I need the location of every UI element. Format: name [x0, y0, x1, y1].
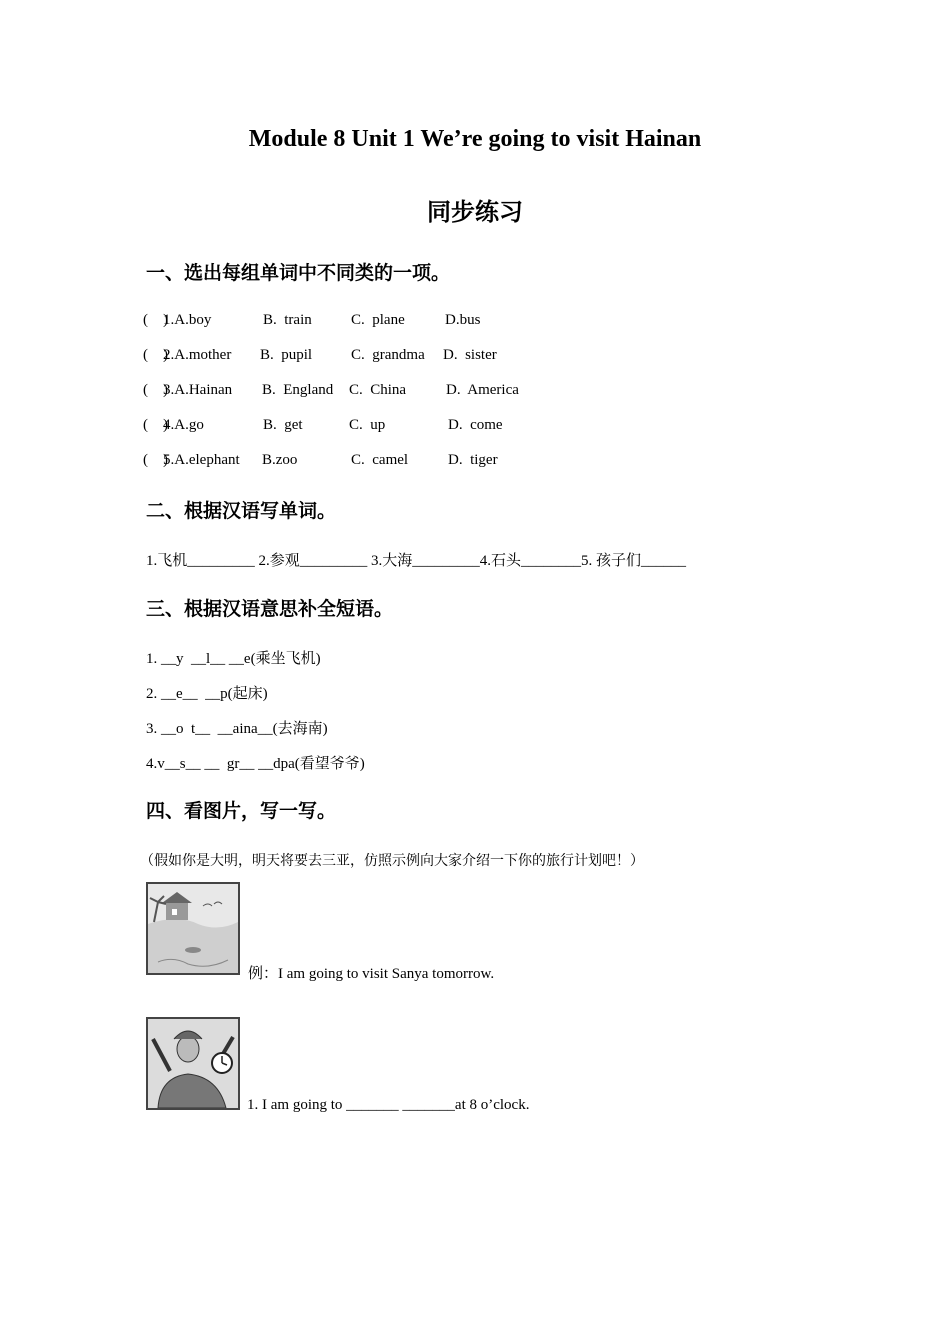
answer-blank[interactable]: ( ): [143, 452, 168, 468]
page-title: Module 8 Unit 1 We’re going to visit Hainan: [248, 126, 702, 152]
choice-option-b: B. train: [263, 312, 312, 328]
choice-option-b: B.zoo: [262, 452, 298, 468]
section-3-heading: 三、根据汉语意思补全短语。: [146, 598, 394, 620]
phrase-item[interactable]: 3. __o t__ __aina__(去海南): [146, 721, 328, 737]
choice-option-c: C. plane: [351, 312, 405, 328]
phrase-item[interactable]: 4.v__s__ __ gr__ __dpa(看望爷爷): [146, 756, 365, 772]
answer-blank[interactable]: ( ): [143, 382, 168, 398]
answer-blank[interactable]: ( ): [143, 312, 168, 328]
phrase-item[interactable]: 1. __y __l__ __e(乘坐飞机): [146, 651, 321, 667]
choice-option-a: 4.A.go: [163, 417, 204, 433]
choice-option-a: 1.A.boy: [163, 312, 212, 328]
instruction-text: （假如你是大明，明天将要去三亚，仿照示例向大家介绍一下你的旅行计划吧！）: [140, 853, 644, 869]
choice-option-d: D. sister: [443, 347, 497, 363]
section-2-heading: 二、根据汉语写单词。: [146, 500, 337, 522]
choice-option-b: B. get: [263, 417, 303, 433]
choice-option-b: B. pupil: [260, 347, 313, 363]
wake-up-clock-picture: [146, 1017, 240, 1110]
answer-blank[interactable]: ( ): [143, 347, 168, 363]
example-sentence: 例：I am going to visit Sanya tomorrow.: [248, 966, 495, 982]
choice-option-d: D. tiger: [448, 452, 498, 468]
choice-option-b: B. England: [262, 382, 334, 398]
choice-option-d: D. come: [448, 417, 503, 433]
beach-house-icon: [148, 884, 238, 973]
choice-option-c: C. camel: [351, 452, 409, 468]
choice-option-c: C. China: [349, 382, 407, 398]
choice-option-c: C. up: [349, 417, 386, 433]
answer-blank[interactable]: ( ): [143, 417, 168, 433]
page-subtitle: 同步练习: [427, 198, 523, 226]
word-writing-line[interactable]: 1.飞机_________ 2.参观_________ 3.大海_________4.石头________5. 孩子们______: [146, 553, 687, 569]
section-4-heading: 四、看图片，写一写。: [146, 800, 337, 822]
choice-option-c: C. grandma: [351, 347, 425, 363]
choice-option-a: 5.A.elephant: [163, 452, 240, 468]
phrase-item[interactable]: 2. __e__ __p(起床): [146, 686, 268, 702]
choice-option-d: D.bus: [445, 312, 481, 328]
wake-up-clock-icon: [148, 1019, 238, 1108]
section-1-heading: 一、选出每组单词中不同类的一项。: [146, 262, 451, 284]
choice-option-a: 2.A.mother: [163, 347, 232, 363]
question-1-sentence[interactable]: 1. I am going to _______ _______at 8 o’clock.: [247, 1097, 530, 1113]
choice-option-d: D. America: [446, 382, 519, 398]
beach-house-picture: [146, 882, 240, 975]
choice-option-a: 3.A.Hainan: [163, 382, 233, 398]
